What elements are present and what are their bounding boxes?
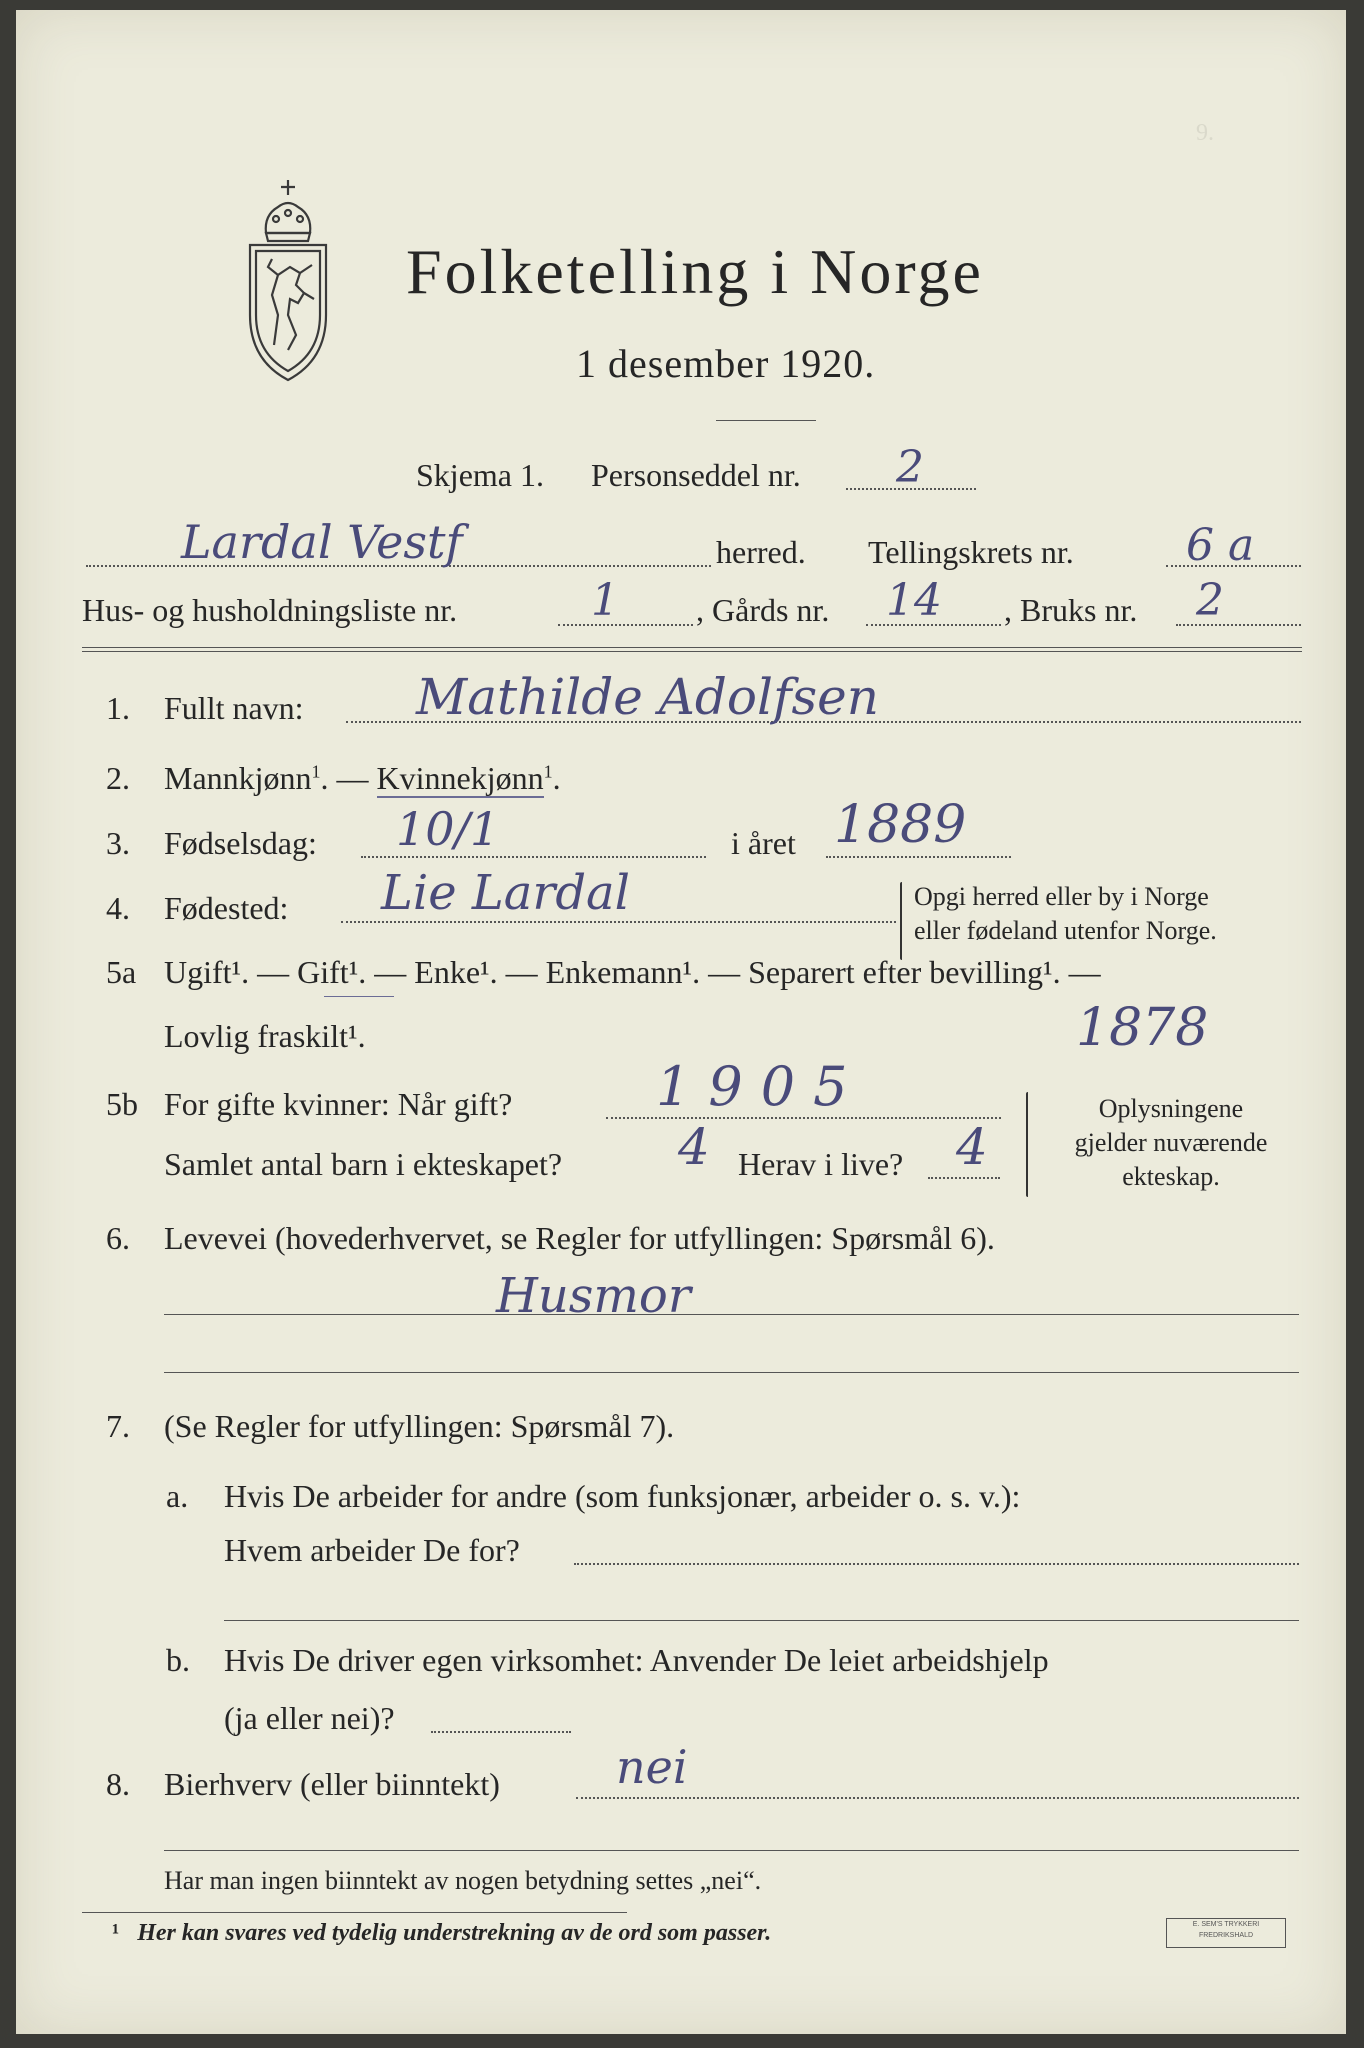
q7b-line2: (ja eller nei)? [224,1700,395,1736]
year-line [826,856,1011,858]
birthdate-value[interactable]: 10/1 [396,802,500,856]
gards-value[interactable]: 14 [886,575,942,626]
q2-separator: . — [320,760,377,796]
q7b-number: b. [166,1642,190,1678]
q7b-line1: Hvis De driver egen virksomhet: Anvender De leiet arbeidshjelp [224,1642,1049,1678]
employer-line-2[interactable] [224,1620,1299,1621]
husliste-line [558,624,693,626]
husliste-value[interactable]: 1 [591,575,619,626]
birth-year-value[interactable]: 1889 [834,795,967,855]
q1-number: 1. [106,690,130,726]
margin-note-value: 1878 [1076,998,1209,1058]
personseddel-value[interactable]: 2 [896,442,924,493]
tellingskrets-label: Tellingskrets nr. [868,534,1074,570]
q8-line [576,1797,1299,1799]
husliste-label: Hus- og husholdningsliste nr. [82,592,458,628]
married-year-value[interactable]: 1905 [656,1055,866,1118]
q5a-number: 5a [106,954,137,990]
q7-label: (Se Regler for utfyllingen: Spørsmål 7). [164,1408,675,1444]
header-rule-bottom [82,651,1302,652]
footer-rule [82,1912,627,1913]
bruks-line [1176,624,1301,626]
q1-label: Fullt navn: [164,690,304,726]
q5b-note-line3: ekteskap. [1122,1162,1220,1191]
q8-line-2 [164,1850,1299,1851]
q4-label: Fødested: [164,890,289,926]
q6-number: 6. [106,1220,130,1256]
q7a-line1: Hvis De arbeider for andre (som funksjonær, arbeider o. s. v.): [224,1478,1021,1514]
marital-status-line2[interactable]: Lovlig fraskilt¹. [164,1018,366,1054]
header-rule-top [82,647,1302,648]
q4-note-line2: eller fødeland utenfor Norge. [914,916,1217,945]
title-divider [716,420,816,421]
form-date: 1 desember 1920. [576,341,876,386]
q8-label: Bierhverv (eller biinntekt) [164,1766,500,1802]
q6-label: Levevei (hovederhvervet, se Regler for utfyllingen: Spørsmål 6). [164,1220,995,1256]
coat-of-arms-icon [238,175,338,385]
gift-underline [324,996,394,997]
q4-number: 4. [106,890,130,926]
q5b-brace [1026,1092,1028,1197]
alive-line [928,1177,1000,1179]
q5b-note [1036,1092,1306,1194]
bruks-value[interactable]: 2 [1196,575,1224,626]
q3-label: Fødselsdag: [164,825,317,861]
full-name-value[interactable]: Mathilde Adolfsen [416,668,879,726]
q5b-note-line2: gjelder nuværende [1074,1128,1268,1157]
personseddel-label: Personseddel nr. [591,457,801,493]
printer-line1: E. SEM'S TRYKKERI [1192,1921,1260,1928]
footer-note: Har man ingen biinntekt av nogen betydning settes „nei“. [164,1866,762,1895]
q5b-number: 5b [106,1086,138,1122]
married-label: For gifte kvinner: Når gift? [164,1086,513,1122]
q2-options [164,760,561,797]
form-title: Folketelling i Norge [406,236,984,307]
printer-mark [1166,1918,1286,1948]
footnote-ref: 1 [311,761,321,782]
q8-number: 8. [106,1766,130,1802]
alive-value[interactable]: 4 [956,1118,988,1176]
children-value[interactable]: 4 [678,1118,710,1176]
birthplace-value[interactable]: Lie Lardal [381,865,631,921]
hired-help-line[interactable] [431,1731,571,1733]
gards-label: , Gårds nr. [696,592,830,628]
employer-line[interactable] [574,1563,1299,1565]
bruks-label: , Bruks nr. [1004,592,1138,628]
option-male[interactable]: Mannkjønn [164,760,312,796]
occupation-value[interactable]: Husmor [496,1268,691,1324]
option-female[interactable]: Kvinnekjønn [376,760,544,796]
side-income-value[interactable]: nei [616,1740,688,1794]
footnote-mark: ¹ [112,1920,120,1946]
q4-line [341,921,896,923]
q4-note [914,880,1217,948]
q6-line-1 [164,1314,1299,1315]
q5b-note-line1: Oplysningene [1098,1094,1244,1123]
q2-number: 2. [106,760,130,796]
census-form [16,10,1346,2034]
bleed-through-text: 9. [1196,120,1214,146]
herred-value[interactable]: Lardal Vestf [181,515,463,569]
tellingskrets-value[interactable]: 6 a [1186,520,1255,571]
q6-line-2 [164,1372,1299,1373]
q7-number: 7. [106,1408,130,1444]
q7a-line2: Hvem arbeider De for? [224,1532,520,1568]
q4-note-line1: Opgi herred eller by i Norge [914,882,1209,911]
marital-status-options[interactable]: Ugift¹. — Gift¹. — Enke¹. — Enkemann¹. — Separert efter bevilling¹. — [164,954,1101,990]
footnote-ref: 1 [543,761,553,782]
q4-brace [900,882,902,960]
schema-label: Skjema 1. [416,457,544,493]
printer-line2: FREDRIKSHALD [1198,1932,1254,1939]
children-label: Samlet antal barn i ekteskapet? [164,1146,563,1182]
footnote-text: Her kan svares ved tydelig understrekning av de ord som passer. [137,1920,772,1946]
herred-label: herred. [716,534,806,570]
year-label: i året [731,825,796,861]
footnote [112,1920,771,1947]
q3-number: 3. [106,825,130,861]
q7a-number: a. [166,1478,189,1514]
q3-line [361,856,706,858]
alive-label: Herav i live? [738,1146,904,1182]
q2-end: . [552,760,561,796]
